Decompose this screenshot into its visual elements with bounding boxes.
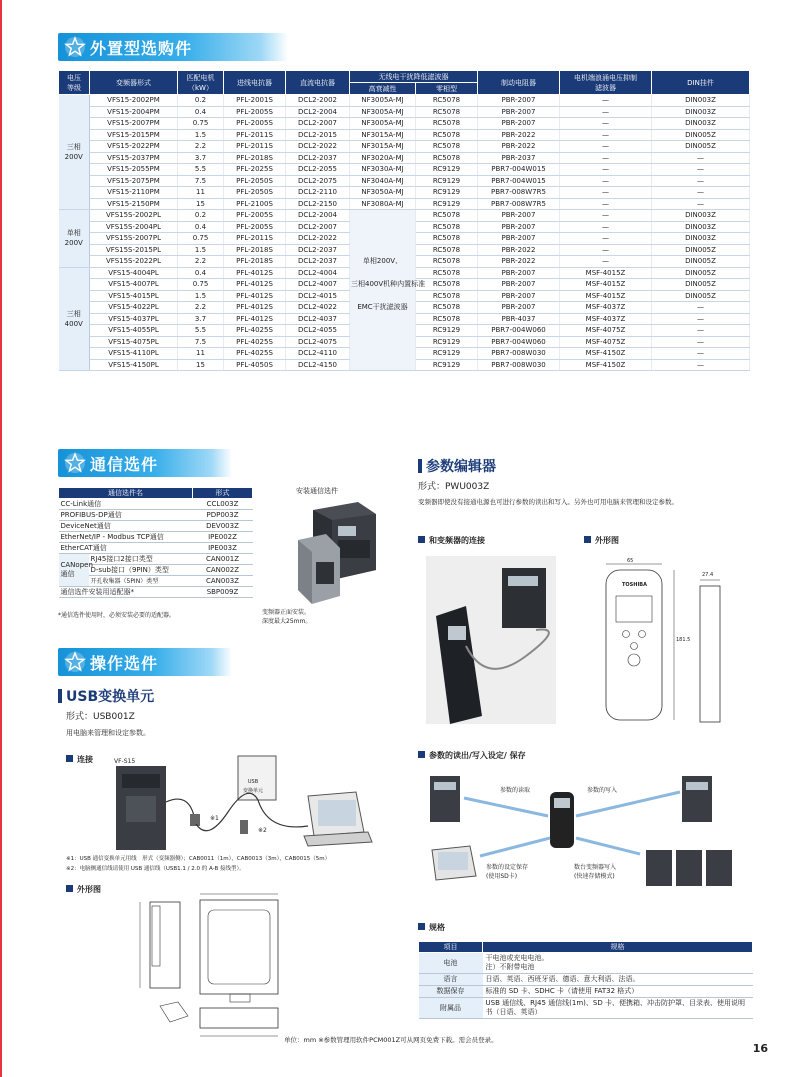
comm-table: [58, 487, 253, 598]
table-cell: DIN005Z: [652, 279, 750, 291]
table-cell: VFS15S-2022PL: [90, 256, 178, 268]
dim-depth: 27.4: [702, 572, 714, 578]
table-cell: DCL2-2037: [286, 244, 350, 256]
table-cell: 3.7: [178, 313, 224, 325]
table-cell: 5.5: [178, 325, 224, 337]
emi-note-line: EMC干扰滤波器: [357, 303, 408, 311]
table-cell: DCL2-4007: [286, 279, 350, 291]
comm-footnote: *通信选件使用时，必须安装必要的适配器。: [58, 612, 176, 619]
table-cell: PFL-2011S: [224, 141, 286, 153]
table-cell: DIN003Z: [652, 95, 750, 107]
table-cell: NF3030A-MJ: [350, 164, 416, 176]
brand-label: TOSHIBA: [622, 582, 647, 588]
table-cell: PBR-2022: [478, 244, 560, 256]
table-cell: MSF-4015Z: [560, 290, 652, 302]
table-row: D-sub接口（9PIN）类型 CAN002Z: [59, 565, 253, 576]
usb-note-1: ※1：USB 通信变换单元用线 形式（变频器侧）；CAB0011（1m），CAB0013（3m），CAB0015（5m）: [66, 856, 331, 862]
table-cell: 7.5: [178, 336, 224, 348]
table-cell: PFL-2050S: [224, 175, 286, 187]
table-cell: —: [560, 210, 652, 222]
table-cell: —: [652, 175, 750, 187]
param-desc: 变频器即使没有接通电源也可进行参数的读出和写入。另外也可用电脑来管理和设定参数。: [418, 498, 678, 506]
table-cell: RC9129: [416, 325, 478, 337]
rw-title: 参数的读出/写入设定/ 保存: [418, 750, 526, 761]
table-cell: PFL-2001S: [224, 95, 286, 107]
table-cell: PFL-4012S: [224, 313, 286, 325]
table-cell: RC5078: [416, 221, 478, 233]
table-cell: RC9129: [416, 198, 478, 210]
table-cell: —: [560, 152, 652, 164]
usb-title: USB变换单元: [58, 686, 154, 706]
table-cell: VFS15S-2004PL: [90, 221, 178, 233]
table-cell: PBR-2022: [478, 256, 560, 268]
table-cell: 1.5: [178, 244, 224, 256]
table-cell: DIN005Z: [652, 129, 750, 141]
table-cell: PFL-2005S: [224, 106, 286, 118]
table-cell: RC5078: [416, 313, 478, 325]
th-emi: 无线电干扰降低滤波器: [350, 71, 478, 83]
table-cell: DCL2-4055: [286, 325, 350, 337]
table-cell: PFL-4012S: [224, 279, 286, 291]
th-emi-zero: 零相型: [416, 83, 478, 95]
table-cell: VFS15-2002PM: [90, 95, 178, 107]
section-banner-comm: [58, 449, 232, 477]
table-cell: DIN003Z: [652, 118, 750, 130]
table-cell: RC9129: [416, 348, 478, 360]
table-cell: RC9129: [416, 336, 478, 348]
table-cell: 15: [178, 198, 224, 210]
table-cell: VFS15S-2007PL: [90, 233, 178, 245]
table-cell: 0.4: [178, 267, 224, 279]
table-cell: MSF-4037Z: [560, 313, 652, 325]
table-cell: RC5078: [416, 302, 478, 314]
write-label: 参数的写入: [587, 787, 618, 794]
table-cell: VFS15-4007PL: [90, 279, 178, 291]
th-surge: 电机端浪涌电压抑制 滤波器: [560, 71, 652, 95]
table-cell: VFS15-2037PM: [90, 152, 178, 164]
table-cell: 11: [178, 187, 224, 199]
table-cell: —: [560, 118, 652, 130]
table-cell: PBR7-004W060: [478, 336, 560, 348]
table-cell: DCL2-4022: [286, 302, 350, 314]
star-logo-icon: [64, 651, 86, 673]
table-row: [59, 198, 750, 210]
table-cell: —: [560, 129, 652, 141]
table-cell: RC5078: [416, 290, 478, 302]
table-cell: DCL2-4150: [286, 359, 350, 371]
table-cell: 2.2: [178, 302, 224, 314]
vf-label: VF-S15: [114, 758, 136, 765]
table-cell: PBR-2007: [478, 106, 560, 118]
table-cell: VFS15-2055PM: [90, 164, 178, 176]
th-brake: 制动电阻器: [478, 71, 560, 95]
table-cell: PFL-2005S: [224, 118, 286, 130]
page-number: 16: [752, 1042, 768, 1055]
table-cell: PFL-4012S: [224, 302, 286, 314]
save-label: 参数的设定保存 (使用SD卡): [486, 864, 529, 880]
table-cell: DCL2-4075: [286, 336, 350, 348]
table-cell: —: [652, 164, 750, 176]
table-cell: 0.4: [178, 106, 224, 118]
table-cell: PBR-2007: [478, 210, 560, 222]
th-dcl: 直流电抗器: [286, 71, 350, 95]
table-cell: VFS15-2004PM: [90, 106, 178, 118]
table-cell: DCL2-2022: [286, 233, 350, 245]
table-row: [59, 106, 750, 118]
table-cell: RC5078: [416, 210, 478, 222]
table-cell: PBR-2007: [478, 221, 560, 233]
table-cell: 15: [178, 359, 224, 371]
table-cell: DIN005Z: [652, 267, 750, 279]
table-cell: PFL-2018S: [224, 152, 286, 164]
th-emi-high: 高衰减性: [350, 83, 416, 95]
table-cell: PBR7-008W030: [478, 359, 560, 371]
table-cell: PBR-2007: [478, 279, 560, 291]
table-cell: —: [560, 244, 652, 256]
table-cell: PFL-2100S: [224, 198, 286, 210]
table-cell: NF3005A-MJ: [350, 118, 416, 130]
table-cell: RC9129: [416, 164, 478, 176]
table-cell: VFS15-2110PM: [90, 187, 178, 199]
table-cell: PBR-2022: [478, 129, 560, 141]
table-cell: DIN003Z: [652, 106, 750, 118]
comm-install-image: [278, 500, 388, 606]
table-row: 电池 干电池或充电电池。 注）不附带电池: [419, 953, 753, 974]
table-cell: RC9129: [416, 187, 478, 199]
spec-title: 规格: [418, 922, 445, 933]
table-cell: PFL-4050S: [224, 359, 286, 371]
section-title: 操作选件: [90, 654, 159, 673]
voltage-group-label: 三相 400V: [59, 267, 90, 371]
table-cell: PFL-4012S: [224, 267, 286, 279]
table-row: PROFIBUS-DP通信 PDP003Z: [59, 510, 253, 521]
param-title: 参数编辑器: [418, 456, 496, 476]
table-cell: —: [652, 313, 750, 325]
table-cell: —: [652, 336, 750, 348]
usb-outline-drawing: [130, 890, 290, 1042]
usb-outline-label: 外形图: [66, 884, 101, 895]
th-spec: 规格: [483, 942, 753, 953]
table-row: [59, 152, 750, 164]
table-cell: RC5078: [416, 233, 478, 245]
table-cell: PFL-2011S: [224, 233, 286, 245]
table-row: 语言 日语、英语、西班牙语、德语、意大利语、法语。: [419, 974, 753, 986]
table-cell: RC5078: [416, 267, 478, 279]
table-cell: DCL2-2004: [286, 106, 350, 118]
star-logo-icon: [64, 36, 86, 58]
table-cell: RC9129: [416, 359, 478, 371]
table-cell: RC5078: [416, 152, 478, 164]
table-cell: DIN003Z: [652, 233, 750, 245]
table-cell: RC5078: [416, 141, 478, 153]
table-cell: —: [560, 198, 652, 210]
table-cell: —: [560, 164, 652, 176]
table-cell: 0.75: [178, 118, 224, 130]
table-row: [59, 210, 750, 222]
table-row: [59, 129, 750, 141]
table-cell: PBR-2007: [478, 95, 560, 107]
table-cell: PBR7-008W7R5: [478, 187, 560, 199]
table-row: 数据保存 标准的 SD 卡、SDHC 卡（请使用 FAT32 格式）: [419, 986, 753, 998]
param-form: 形式：PWU003Z: [418, 482, 490, 492]
th-din: DIN挂件: [652, 71, 750, 95]
voltage-group-label: 三相 200V: [59, 95, 90, 210]
note2-tag: ※2: [258, 827, 267, 834]
table-cell: DCL2-2015: [286, 129, 350, 141]
dim-width: 65: [627, 558, 634, 564]
table-cell: —: [652, 198, 750, 210]
table-cell: NF3005A-MJ: [350, 106, 416, 118]
table-cell: RC5078: [416, 129, 478, 141]
note1-tag: ※1: [210, 815, 219, 822]
table-cell: DCL2-4037: [286, 313, 350, 325]
table-row: CC-Link通信 CCL003Z: [59, 499, 253, 510]
table-cell: 11: [178, 348, 224, 360]
table-cell: DCL2-4004: [286, 267, 350, 279]
th-motor: 匹配电机 （kW）: [178, 71, 224, 95]
table-cell: DIN003Z: [652, 221, 750, 233]
table-cell: DCL2-2002: [286, 95, 350, 107]
read-label: 参数的读取: [500, 787, 531, 794]
table-cell: VFS15-4015PL: [90, 290, 178, 302]
table-cell: DCL2-2150: [286, 198, 350, 210]
table-cell: MSF-4150Z: [560, 359, 652, 371]
table-row: [59, 95, 750, 107]
param-outline-drawing: [584, 556, 754, 726]
th-voltage: 电压 等级: [59, 71, 90, 95]
table-row: CANopen 通信 RJ45接口2接口类型 CAN001Z: [59, 554, 253, 565]
table-cell: 0.75: [178, 279, 224, 291]
table-cell: PFL-4012S: [224, 290, 286, 302]
table-cell: RC5078: [416, 244, 478, 256]
table-cell: RC9129: [416, 175, 478, 187]
table-cell: VFS15-2022PM: [90, 141, 178, 153]
install-title: 安装通信选件: [296, 487, 338, 495]
table-cell: RC5078: [416, 106, 478, 118]
table-cell: —: [652, 359, 750, 371]
table-cell: 3.7: [178, 152, 224, 164]
table-cell: VFS15S-2015PL: [90, 244, 178, 256]
table-cell: PBR7-008W7R5: [478, 198, 560, 210]
table-cell: 0.75: [178, 233, 224, 245]
th-comm-form: 形式: [193, 488, 253, 499]
table-row: 通信选件安装用适配器* SBP009Z: [59, 586, 253, 597]
table-cell: PBR-2007: [478, 118, 560, 130]
param-connect-label: 和变频器的连接: [418, 535, 485, 546]
usb-note-2: ※2：电脑侧通信线请使用 USB 通信线（USB1.1 / 2.0 的 A-B 接线型）。: [66, 866, 245, 872]
section-banner-op: [58, 648, 232, 676]
table-cell: DIN003Z: [652, 210, 750, 222]
table-cell: —: [560, 187, 652, 199]
table-cell: VFS15-4110PL: [90, 348, 178, 360]
table-cell: NF3020A-MJ: [350, 152, 416, 164]
table-cell: RC5078: [416, 279, 478, 291]
table-cell: PFL-4025S: [224, 348, 286, 360]
options-table: [58, 70, 750, 371]
table-row: 开孔收集器（5PIN）类型 CAN003Z: [59, 576, 253, 587]
table-cell: PBR-2007: [478, 267, 560, 279]
table-cell: —: [560, 106, 652, 118]
table-cell: NF3015A-MJ: [350, 129, 416, 141]
table-row: [59, 187, 750, 199]
table-cell: VFS15-2015PM: [90, 129, 178, 141]
table-cell: DCL2-2055: [286, 164, 350, 176]
table-cell: —: [560, 233, 652, 245]
table-cell: —: [560, 175, 652, 187]
table-cell: PBR7-004W015: [478, 175, 560, 187]
table-cell: NF3015A-MJ: [350, 141, 416, 153]
table-cell: DCL2-2004: [286, 210, 350, 222]
emi-note-line: 三相400V机种内置标准: [351, 280, 426, 288]
spec-table: [418, 941, 753, 1019]
table-cell: PBR-2007: [478, 302, 560, 314]
table-cell: MSF-4150Z: [560, 348, 652, 360]
table-cell: NF3080A-MJ: [350, 198, 416, 210]
section-title: 通信选件: [90, 455, 159, 474]
table-cell: DCL2-4110: [286, 348, 350, 360]
voltage-group-label: 单相 200V: [59, 210, 90, 268]
table-cell: VFS15-4004PL: [90, 267, 178, 279]
table-cell: —: [652, 152, 750, 164]
table-cell: MSF-4075Z: [560, 336, 652, 348]
install-note: 变频器正面安装。 深度最大25mm。: [262, 609, 312, 625]
usb-form: 形式：USB001Z: [66, 712, 135, 722]
table-cell: PFL-2025S: [224, 164, 286, 176]
table-cell: DCL2-2037: [286, 152, 350, 164]
table-cell: VFS15-2150PM: [90, 198, 178, 210]
table-cell: NF3040A-MJ: [350, 175, 416, 187]
table-cell: NF3005A-MJ: [350, 95, 416, 107]
table-cell: —: [652, 348, 750, 360]
table-cell: —: [652, 187, 750, 199]
table-cell: MSF-4015Z: [560, 279, 652, 291]
usb-connect-label: 连接: [66, 754, 93, 765]
table-cell: PBR-2007: [478, 290, 560, 302]
table-cell: MSF-4075Z: [560, 325, 652, 337]
table-row: [59, 175, 750, 187]
table-cell: PFL-4025S: [224, 336, 286, 348]
table-cell: PBR-2037: [478, 152, 560, 164]
table-cell: 2.2: [178, 256, 224, 268]
table-cell: PFL-2011S: [224, 129, 286, 141]
table-cell: RC5078: [416, 118, 478, 130]
table-cell: PBR7-004W060: [478, 325, 560, 337]
table-cell: DCL2-2007: [286, 118, 350, 130]
table-cell: PFL-2005S: [224, 210, 286, 222]
table-cell: PBR-2022: [478, 141, 560, 153]
table-cell: —: [560, 141, 652, 153]
table-cell: DCL2-2075: [286, 175, 350, 187]
table-cell: VFS15S-2002PL: [90, 210, 178, 222]
star-logo-icon: [64, 452, 86, 474]
th-model: 变频器形式: [90, 71, 178, 95]
table-cell: DIN005Z: [652, 256, 750, 268]
section-title: 外置型选购件: [90, 39, 193, 58]
table-cell: PFL-4025S: [224, 325, 286, 337]
table-cell: MSF-4037Z: [560, 302, 652, 314]
table-cell: PFL-2018S: [224, 244, 286, 256]
table-cell: 0.4: [178, 221, 224, 233]
table-cell: PFL-2018S: [224, 256, 286, 268]
table-cell: —: [560, 95, 652, 107]
section-banner-external: [58, 33, 288, 61]
table-cell: DCL2-4015: [286, 290, 350, 302]
table-cell: PBR7-004W015: [478, 164, 560, 176]
table-cell: 0.2: [178, 210, 224, 222]
table-row: EtherNet/IP - Modbus TCP通信 IPE002Z: [59, 532, 253, 543]
table-row: DeviceNet通信 DEV003Z: [59, 521, 253, 532]
page-edge-line: [0, 0, 2, 1077]
table-cell: PBR-2007: [478, 233, 560, 245]
table-cell: RC5078: [416, 256, 478, 268]
param-editor-photo: [426, 556, 556, 724]
param-outline-label: 外形图: [584, 535, 619, 546]
table-row: [59, 141, 750, 153]
table-cell: VFS15-4055PL: [90, 325, 178, 337]
table-cell: DCL2-2037: [286, 256, 350, 268]
table-cell: VFS15-4022PL: [90, 302, 178, 314]
table-cell: PBR7-008W030: [478, 348, 560, 360]
table-cell: —: [560, 256, 652, 268]
table-cell: 1.5: [178, 290, 224, 302]
usb-desc: 用电脑来管理和设定参数。: [66, 729, 150, 737]
dim-height: 181.5: [676, 637, 691, 643]
table-cell: PBR-4037: [478, 313, 560, 325]
usb-unit-label: USB 变换单元: [243, 779, 264, 794]
unit-note: 单位：mm ※参数管理用软件PCM001Z可从网页免费下载。需会员登录。: [284, 1036, 498, 1044]
table-row: [59, 164, 750, 176]
emi-builtin-note: [350, 210, 426, 371]
table-cell: DIN005Z: [652, 244, 750, 256]
table-cell: 7.5: [178, 175, 224, 187]
table-cell: DCL2-2007: [286, 221, 350, 233]
multi-label: 数台变频器写入 (快速存储模式): [574, 864, 617, 880]
table-cell: DCL2-2110: [286, 187, 350, 199]
table-cell: RC5078: [416, 95, 478, 107]
table-cell: DCL2-2022: [286, 141, 350, 153]
table-cell: DIN005Z: [652, 290, 750, 302]
table-cell: 0.2: [178, 95, 224, 107]
table-cell: VFS15-4075PL: [90, 336, 178, 348]
table-cell: NF3050A-MJ: [350, 187, 416, 199]
table-cell: VFS15-2007PM: [90, 118, 178, 130]
table-cell: VFS15-4150PL: [90, 359, 178, 371]
table-row: [59, 118, 750, 130]
table-row: 附属品 USB 通信线、RJ45 通信线(1m)、SD 卡、便携箱、冲击防护罩、目录表、使用说明书（日语、英语）: [419, 998, 753, 1019]
table-row: EtherCAT通信 IPE003Z: [59, 543, 253, 554]
table-cell: 2.2: [178, 141, 224, 153]
emi-note-line: 单相200V、: [362, 257, 403, 265]
table-cell: VFS15-4037PL: [90, 313, 178, 325]
th-comm-name: 通信选件名: [59, 488, 193, 499]
table-cell: —: [560, 221, 652, 233]
th-acl: 进线电抗器: [224, 71, 286, 95]
table-cell: MSF-4015Z: [560, 267, 652, 279]
usb-connection-diagram: [108, 752, 378, 852]
table-cell: 5.5: [178, 164, 224, 176]
table-cell: —: [652, 302, 750, 314]
canopen-label: CANopen 通信: [59, 554, 89, 587]
table-cell: 1.5: [178, 129, 224, 141]
th-spec-item: 项目: [419, 942, 483, 953]
table-cell: PFL-2005S: [224, 221, 286, 233]
table-cell: VFS15-2075PM: [90, 175, 178, 187]
table-cell: —: [652, 325, 750, 337]
table-cell: DIN005Z: [652, 141, 750, 153]
table-cell: PFL-2050S: [224, 187, 286, 199]
